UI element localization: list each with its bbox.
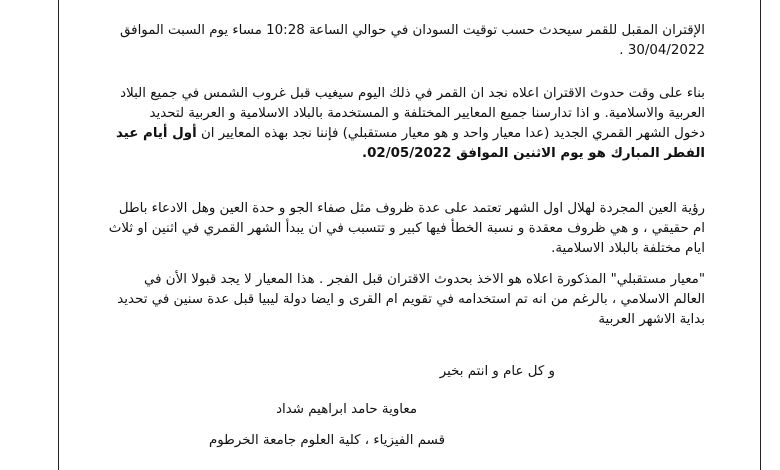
text-line: ام حقيقي ، و هي ظروف معقدة و نسبة الخطأ فيها كبير و تتسبب في ان يبدأ الشهر القمري في اثنين او ثلاث xyxy=(108,221,705,236)
text-line: العربية والاسلامية. و اذا تدارسنا جميع المعايير المختلفة و المستخدمة بالبلاد الاسلامية و العربية لتحديد xyxy=(149,106,705,121)
text-line-date: 30/04/2022 . xyxy=(619,43,705,58)
text-line: الإقتران المقبل للقمر سيحدث حسب توقيت السودان في حوالي الساعة 10:28 مساء يوم السبت الموافق xyxy=(120,23,705,38)
signature-name: معاوية حامد ابراهيم شداد xyxy=(276,402,417,417)
closing-greeting: و كل عام و انتم بخير xyxy=(439,364,555,379)
paragraph-conjunction-time xyxy=(100,21,705,61)
text-line xyxy=(100,124,705,144)
paragraph-naked-eye-sighting xyxy=(100,199,705,259)
text-line: ايام مختلفة بالبلاد الاسلامية. xyxy=(551,241,705,256)
signature-department: قسم الفيزياء ، كلية العلوم جامعة الخرطوم xyxy=(208,433,445,448)
text-line: بناء على وقت حدوث الاقتران اعلاه نجد ان القمر في ذلك اليوم سيغيب قبل غروب الشمس في جميع البلاد xyxy=(120,86,705,101)
paragraph-eid-determination xyxy=(100,84,705,164)
text-line: بداية الاشهر العربية xyxy=(598,312,705,327)
eid-announcement-bold: أول أيام عيد xyxy=(116,126,197,141)
text-line: العالم الاسلامي ، بالرغم من انه تم استخدامه في تقويم ام القرى و ايضا دولة ليبيا قبل عدة سنين في تحديد xyxy=(117,292,705,307)
eid-date-bold: الفطر المبارك هو يوم الاثنين الموافق 02/05/2022. xyxy=(361,146,705,161)
text-span: دخول الشهر القمري الجديد (عدا معيار واحد و هو معيار مستقبلي) فإننا نجد بهذه المعايير ان xyxy=(200,126,705,141)
text-line: "معيار مستقبلي" المذكورة اعلاه هو الاخذ بحدوث الاقتران قبل الفجر . هذا المعيار لا يجد قبولا الأن في xyxy=(143,272,705,287)
paragraph-future-criterion xyxy=(100,270,705,330)
text-line: رؤية العين المجردة لهلال اول الشهر تعتمد على عدة ظروف مثل صفاء الجو و حدة العين وهل الادعاء باطل xyxy=(118,201,705,216)
